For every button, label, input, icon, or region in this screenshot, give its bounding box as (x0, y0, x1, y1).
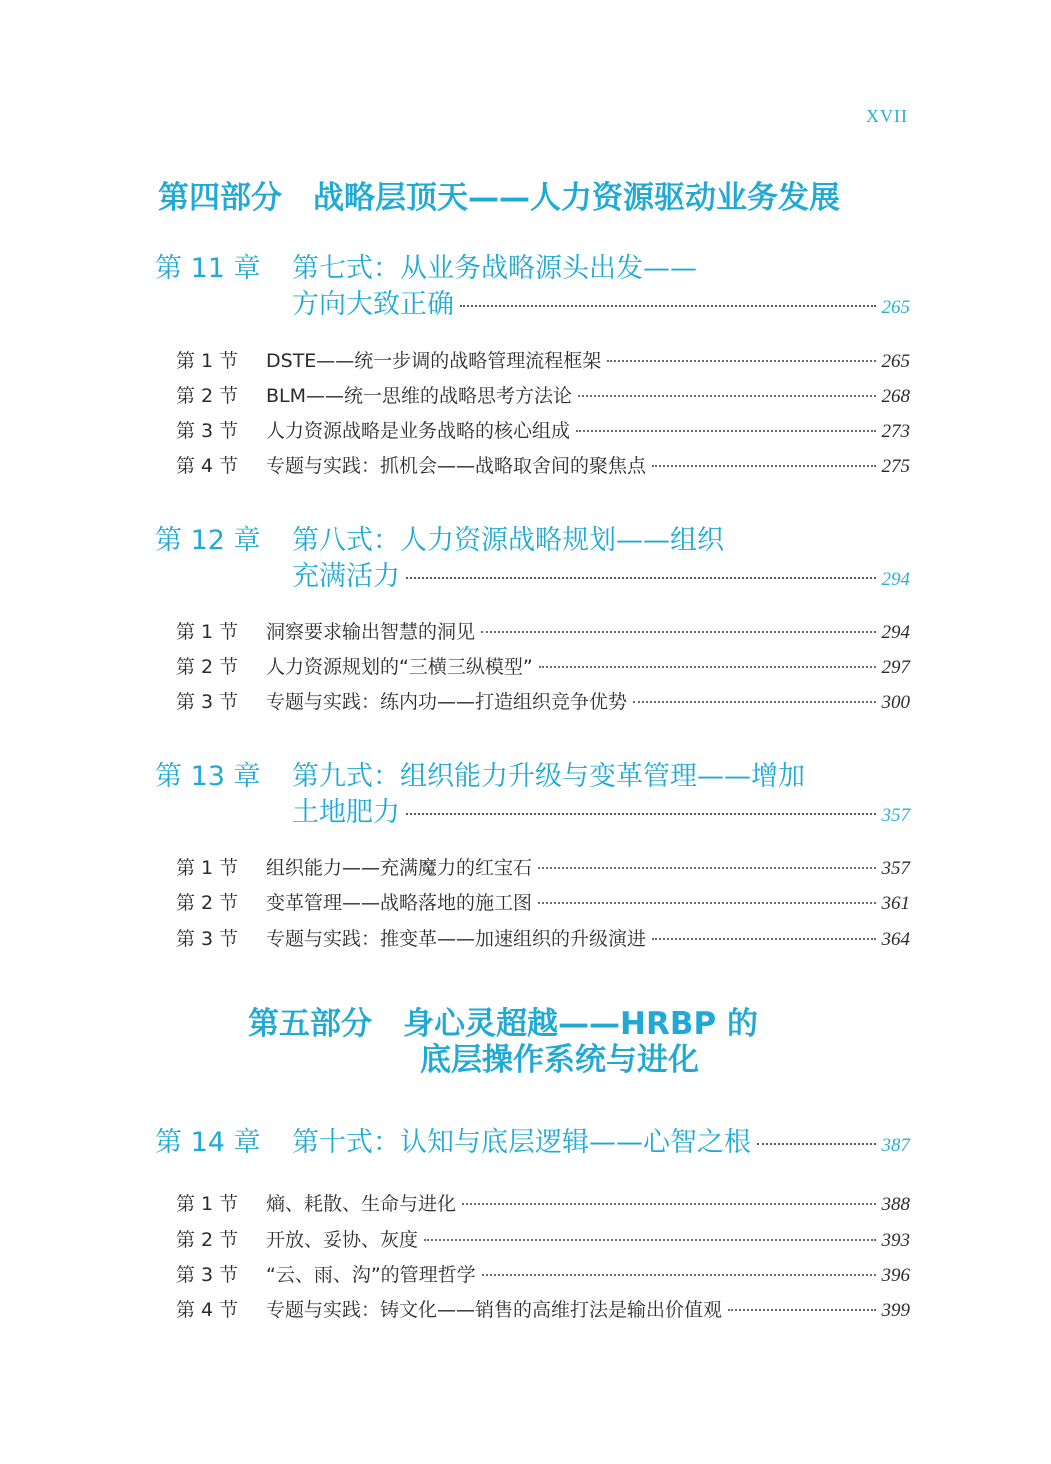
section-page: 396 (881, 1265, 910, 1286)
leader-dots (578, 395, 875, 397)
leader-dots (757, 1143, 876, 1145)
section-number: 第 2 节 (176, 385, 239, 407)
section-number: 第 4 节 (176, 1299, 239, 1321)
part-5-title-line2: 底层操作系统与进化 (420, 1042, 699, 1078)
section-12-3[interactable] (176, 687, 910, 714)
section-title: DSTE——统一步调的战略管理流程框架 (266, 350, 602, 372)
leader-dots (652, 465, 875, 467)
chapter-14-page: 387 (881, 1135, 910, 1156)
section-number: 第 3 节 (176, 1264, 239, 1286)
section-title: 变革管理——战略落地的施工图 (266, 892, 533, 914)
section-page: 273 (881, 421, 910, 442)
section-11-2[interactable] (176, 381, 910, 408)
chapter-13-title-line2: 土地肥力 (292, 797, 400, 828)
section-page: 294 (881, 622, 910, 643)
section-11-4[interactable] (176, 451, 910, 478)
section-title: 专题与实践：抓机会——战略取舍间的聚焦点 (266, 455, 647, 477)
chapter-14-title: 第十式：认知与底层逻辑——心智之根 (292, 1127, 751, 1158)
section-number: 第 4 节 (176, 455, 239, 477)
leader-dots (481, 631, 875, 633)
section-14-4[interactable] (176, 1295, 910, 1322)
section-title: “云、雨、沟”的管理哲学 (266, 1264, 476, 1286)
chapter-13-title-line1: 第九式：组织能力升级与变革管理——增加 (292, 761, 805, 792)
part-4-title: 第四部分 战略层顶天——人力资源驱动业务发展 (158, 180, 840, 216)
section-14-1[interactable] (176, 1189, 910, 1216)
section-title: 人力资源战略是业务战略的核心组成 (266, 420, 571, 442)
leader-dots (539, 666, 876, 668)
section-14-2[interactable] (176, 1225, 910, 1252)
chapter-12-title-line1: 第八式：人力资源战略规划——组织 (292, 525, 724, 556)
chapter-14-entry[interactable] (292, 1120, 910, 1159)
leader-dots (424, 1239, 875, 1241)
chapter-11-page: 265 (881, 297, 910, 318)
chapter-13-entry[interactable] (292, 790, 910, 829)
section-number: 第 3 节 (176, 928, 239, 950)
page-folio: XVII (866, 106, 908, 126)
section-number: 第 2 节 (176, 892, 239, 914)
section-title: 专题与实践：练内功——打造组织竞争优势 (266, 691, 628, 713)
chapter-12-entry[interactable] (292, 554, 910, 593)
chapter-12-title-line2: 充满活力 (292, 561, 400, 592)
chapter-14-number: 第 14 章 (155, 1127, 261, 1158)
chapter-13-number: 第 13 章 (155, 761, 261, 792)
section-title: 专题与实践：推变革——加速组织的升级演进 (266, 928, 647, 950)
section-page: 361 (881, 893, 910, 914)
section-number: 第 2 节 (176, 656, 239, 678)
section-11-1[interactable] (176, 346, 910, 373)
section-number: 第 1 节 (176, 857, 239, 879)
section-page: 399 (881, 1300, 910, 1321)
section-number: 第 3 节 (176, 691, 239, 713)
chapter-11-number: 第 11 章 (155, 253, 261, 284)
section-page: 393 (881, 1230, 910, 1251)
section-page: 357 (881, 858, 910, 879)
section-title: 人力资源规划的“三横三纵模型” (266, 656, 533, 678)
section-page: 300 (881, 692, 910, 713)
section-number: 第 3 节 (176, 420, 239, 442)
section-page: 364 (881, 929, 910, 950)
leader-dots (406, 577, 876, 579)
section-13-3[interactable] (176, 924, 910, 951)
section-title: 专题与实践：铸文化——销售的高维打法是输出价值观 (266, 1299, 723, 1321)
chapter-11-entry[interactable] (292, 282, 910, 321)
leader-dots (482, 1274, 876, 1276)
section-11-3[interactable] (176, 416, 910, 443)
section-number: 第 2 节 (176, 1229, 239, 1251)
leader-dots (728, 1309, 875, 1311)
section-number: 第 1 节 (176, 621, 239, 643)
part-5-title-line1: 第五部分 身心灵超越——HRBP 的 (248, 1006, 758, 1042)
section-title: 熵、耗散、生命与进化 (266, 1193, 457, 1215)
leader-dots (576, 430, 875, 432)
section-title: BLM——统一思维的战略思考方法论 (266, 385, 573, 407)
leader-dots (652, 938, 875, 940)
section-page: 275 (881, 456, 910, 477)
section-13-1[interactable] (176, 853, 910, 880)
section-13-2[interactable] (176, 888, 910, 915)
section-page: 388 (881, 1194, 910, 1215)
chapter-11-title-line1: 第七式：从业务战略源头出发—— (292, 253, 697, 284)
leader-dots (538, 902, 875, 904)
leader-dots (462, 1203, 875, 1205)
section-14-3[interactable] (176, 1260, 910, 1287)
leader-dots (538, 867, 875, 869)
leader-dots (607, 360, 875, 362)
section-12-1[interactable] (176, 617, 910, 644)
section-12-2[interactable] (176, 652, 910, 679)
chapter-13-page: 357 (881, 805, 910, 826)
chapter-11-title-line2: 方向大致正确 (292, 289, 454, 320)
section-title: 开放、妥协、灰度 (266, 1229, 419, 1251)
section-title: 组织能力——充满魔力的红宝石 (266, 857, 533, 879)
leader-dots (633, 701, 875, 703)
chapter-12-page: 294 (881, 569, 910, 590)
section-page: 297 (881, 657, 910, 678)
leader-dots (406, 813, 876, 815)
section-number: 第 1 节 (176, 1193, 239, 1215)
section-page: 265 (881, 351, 910, 372)
section-title: 洞察要求输出智慧的洞见 (266, 621, 476, 643)
section-page: 268 (881, 386, 910, 407)
leader-dots (460, 305, 876, 307)
section-number: 第 1 节 (176, 350, 239, 372)
chapter-12-number: 第 12 章 (155, 525, 261, 556)
